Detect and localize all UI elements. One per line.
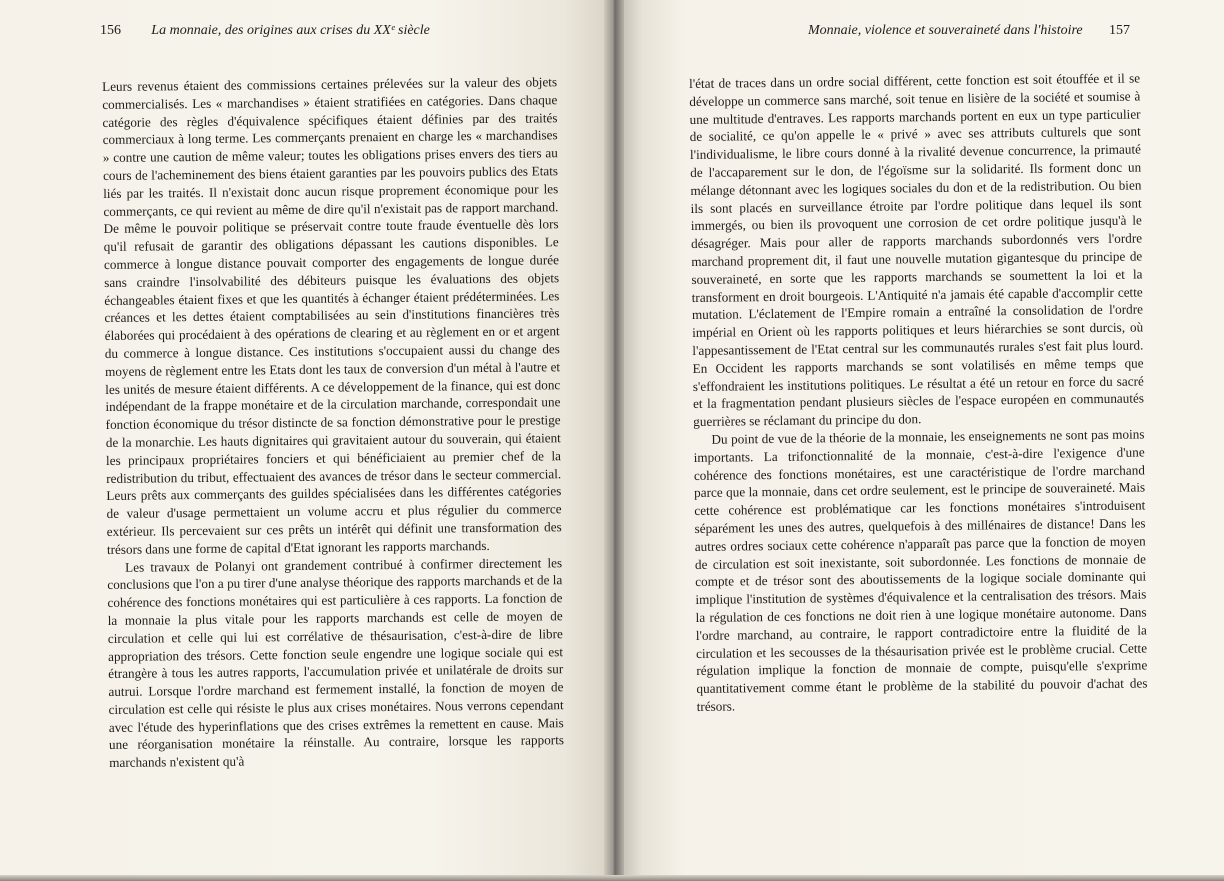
right-paragraph-1: l'état de traces dans un ordre social différent, cette fonction est soit étouffée et il se développe un commerce sans marché, soit tenue en lisière de la société et soumise à une multitude d'entraves. Les rapports marchands portent en eux un type particulier de socialité, ce qu'on appelle le « privé » avec ses attributs culturels que sont l'individualisme, le libre cours donné à la rivalité devenue concurrence, la primauté de l'accaparement sur le don, de l'égoïsme sur la solidarité. Ils forment donc un mélange détonnant avec les logiques sociales du don et de la redistribution. Ou bien ils sont placés en surveillance étroite par l'ordre politique dans lequel ils sont immergés, ou bien ils provoquent une corrosion de cet ordre politique jusqu'à le désagréger. Mais pour aller de rapports marchands subordonnés vers l'ordre marchand proprement dit, il faut une nouvelle mutation gigantesque du principe de souveraineté, en sorte que les rapports marchands se soumettent la loi et la transforment en droit bourgeois. L'Antiquité n'a jamais été capable d'accomplir cette mutation. L'éclatement de l'Empire romain a entraîné la consolidation de l'ordre impérial en Orient où les rapports politiques et leurs hiérarchies se sont durcis, où l'appesantissement de l'Etat central sur les communautés rurales s'est fait plus lourd. En Occident les rapports marchands se sont volatilisés en même temps que s'effondraient les institutions politiques. Le résultat a été un retour en force du sacré et la fragmentation pendant plusieurs siècles de l'espace européen en communautés guerrières se réclamant du principe du don. [689,70,1145,430]
left-paragraph-1: Leurs revenus étaient des commissions certaines prélevées sur la valeur des objets commercialisés. Les « marchandises » étaient stratifiées en catégories. Dans chaque catégorie des règles d'équivalence spécifiques étaient définies par des traités commerciaux à long terme. Les commerçants prenaient en charge les « marchandises » contre une caution de même valeur; toutes les obligations prises envers des tiers au cours de l'acheminement des biens étaient garanties par les pouvoirs publics des Etats liés par les traités. Il n'existait donc aucun risque proprement économique pour les commerçants, ce qui revient au même de dire qu'il n'existait pas de rapport marchand. De même le pouvoir politique se préservait contre toute fraude éventuelle dès lors qu'il refusait de garantir des obligations dépassant les cautions disponibles. Le commerce à longue distance pouvait comporter des engagements de longue durée sans craindre l'insolvabilité des débiteurs puisque les évaluations des objets échangeables étaient fixes et que les quantités à échanger étaient prédéterminées. Les créances et les dettes étaient comptabilisées au sein d'institutions financières très élaborées qui procédaient à des opérations de clearing et au règlement en or et argent du commerce à longue distance. Ces institutions s'occupaient aussi du change des moyens de règlement entre les Etats dont les taux de conversion d'un métal à l'autre et les unités de mesure étaient différents. A ce développement de la finance, qui est donc indépendant de la frappe monétaire et de la circulation marchande, correspondait une fonction économique du trésor distincte de sa fonction démonstrative pour le prestige de la monarchie. Les hauts dignitaires qui gravitaient autour du souverain, qui étaient les principaux propriétaires fonciers et qui bénéficiaient au premier chef de la redistribution du tribut, effectuaient des avances de trésor dans le secteur commercial. Leurs prêts aux commerçants des guildes spécialisées dans les différentes catégories de valeur d'usage permettaient un volume accru et plus régulier du commerce extérieur. Ils percevaient sur ces prêts un intérêt qui définit une transformation des trésors dans une forme de capital d'Etat ignorant les rapports marchands. [102,74,562,557]
right-page-number: 157 [1108,23,1130,38]
left-body-text [102,73,564,772]
left-running-title: La monnaie, des origines aux crises du XXᵉ siècle [151,23,430,38]
book-gutter [604,0,624,881]
left-page-number: 156 [100,23,121,38]
right-running-title: Monnaie, violence et souveraineté dans l'histoire [808,23,1083,38]
left-paragraph-2: Les travaux de Polanyi ont grandement contribué à confirmer directement les conclusions que l'on a pu tirer d'une analyse théorique des rapports marchands et de la cohérence des fonctions monétaires qui est particulière à ces rapports. La fonction de la monnaie la plus vitale pour les rapports marchands est celle de moyen de circulation et celle qui lui est corrélative de thésaurisation, c'est-à-dire de libre appropriation des trésors. Cette fonction seule engendre une logique sociale qui est étrangère à tous les autres rapports, l'accumulation privée et unilatérale de droits sur autrui. Lorsque l'ordre marchand est fermement installé, la fonction de moyen de circulation est celle qui résiste le plus aux crises monétaires. Nous verrons cependant avec l'étude des hyperinflations que des crises extrêmes la remettent en cause. Mais une réorganisation monétaire la réinstalle. Au contraire, lorsque les rapports marchands n'existent qu'à [107,554,565,771]
right-paragraph-2: Du point de vue de la théorie de la monnaie, les enseignements ne sont pas moins importants. La trifonctionnalité de la monnaie, c'est-à-dire l'exigence d'une cohérence des fonctions monétaires, est une caractéristique de l'ordre marchand parce que la monnaie, dans cet ordre seulement, est le principe de souveraineté. Mais cette cohérence est problématique car les fonctions monétaires s'introduisent séparément les unes des autres, quelquefois à des millénaires de distance! Dans les autres ordres sociaux cette cohérence n'apparaît pas parce que la fonction de moyen de circulation est soit inexistante, soit subordonnée. Les fonctions de monnaie de compte et de trésor sont des aboutissements de la logique sociale dominante qui implique l'institution de systèmes d'équivalence et la centralisation des trésors. Mais la régulation de ces fonctions ne doit rien à une logique monétaire autonome. Dans l'ordre marchand, au contraire, le rapport contradictoire entre la fluidité de la circulation et les secousses de la thésaurisation privée est le problème crucial. Cette régulation implique la fonction de monnaie de compte, puisqu'elle s'exprime quantitativement comme étant le problème de la stabilité du pouvoir d'achat des trésors. [693,426,1148,714]
right-body-text [689,69,1148,715]
right-page [612,0,1224,881]
left-running-head [100,22,430,39]
right-running-head [808,22,1130,39]
page-bottom-edge [0,875,1224,881]
